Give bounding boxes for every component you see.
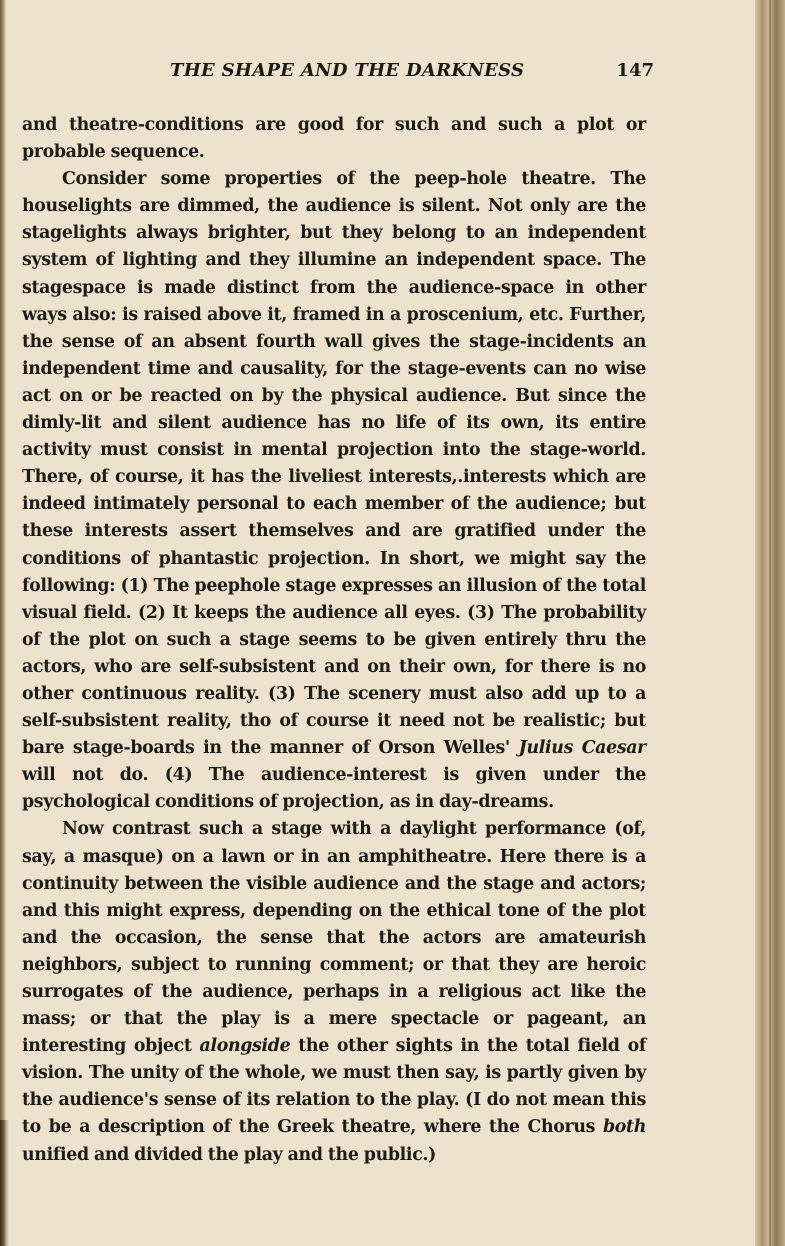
running-header (20, 60, 654, 90)
page-edge-line (769, 0, 771, 1246)
running-title: THE SHAPE AND THE DARKNESS (170, 60, 525, 81)
emphasis-alongside: alongside (199, 1036, 291, 1057)
paragraph-3-text-a: Now contrast such a stage with a daylight performance (of, say, a masque) on a lawn or in an amphitheatre. Here there is a continuity between the visible audience and the stage and actors; and this might express, depending on the ethical tone of the plot and the occasion, the sense that the actors are amateurish neighbors, subject to running comment; or that they are heroic surrogates of the audience, perhaps in a religious act like the mass; or that the play is a mere spectacle or pageant, an interesting object (22, 819, 646, 1057)
paragraph-2 (22, 166, 646, 816)
paragraph-3 (22, 816, 646, 1168)
paragraph-3-text-b: the other sights in the total field of vision. The unity of the whole, we must then say, is partly given by the audience's sense of its relation to the play. (I do not mean this to be a description of the Greek theatre, where the Chorus (22, 1036, 646, 1138)
paragraph-2-tail: will not do. (4) The audience-interest is given under the psychological conditions of projection, as in day-dreams. (22, 765, 646, 813)
body-text (22, 112, 646, 1169)
work-title-julius-caesar: Julius Caesar (518, 738, 646, 759)
page-gutter (0, 0, 6, 1246)
paragraph-3-text-c: unified and divided the play and the public.) (22, 1144, 437, 1165)
paragraph-1-text: and theatre-conditions are good for such and such a plot or probable sequence. (22, 115, 646, 163)
binding-shadow (0, 1120, 9, 1246)
page-number: 147 (616, 60, 654, 81)
paragraph-2-text: Consider some properties of the peep-hole theatre. The houselights are dimmed, the audience is silent. Not only are the stagelights always brighter, but they belong to an independent system of lighting and they illumine an independent space. The stagespace is made distinct from the audience-space in other ways also: is raised above it, framed in a proscenium, etc. Further, the sense of an absent fourth wall gives the stage-incidents an independent time and causality, for the stage-events can no wise act on or be reacted on by the physical audience. But since the dimly-lit and silent audience has no life of its own, its entire activity must consist in mental projection into the stage-world. There, of course, it has the liveliest interests,.interests which are indeed intimately personal to each member of the audience; but these interests assert themselves and are gratified under the conditions of phantastic projection. In short, we might say the following: (1) The peephole stage expresses an illusion of the total visual field. (2) It keeps the audience all eyes. (3) The probability of the plot on such a stage seems to be given entirely thru the actors, who are self-subsistent and on their own, for there is no other continuous reality. (3) The scenery must also add up to a self-subsistent reality, tho of course it need not be realistic; but bare stage-boards in the manner of Orson Welles' (22, 169, 646, 759)
paragraph-1 (22, 112, 646, 166)
emphasis-both: both (602, 1117, 646, 1138)
